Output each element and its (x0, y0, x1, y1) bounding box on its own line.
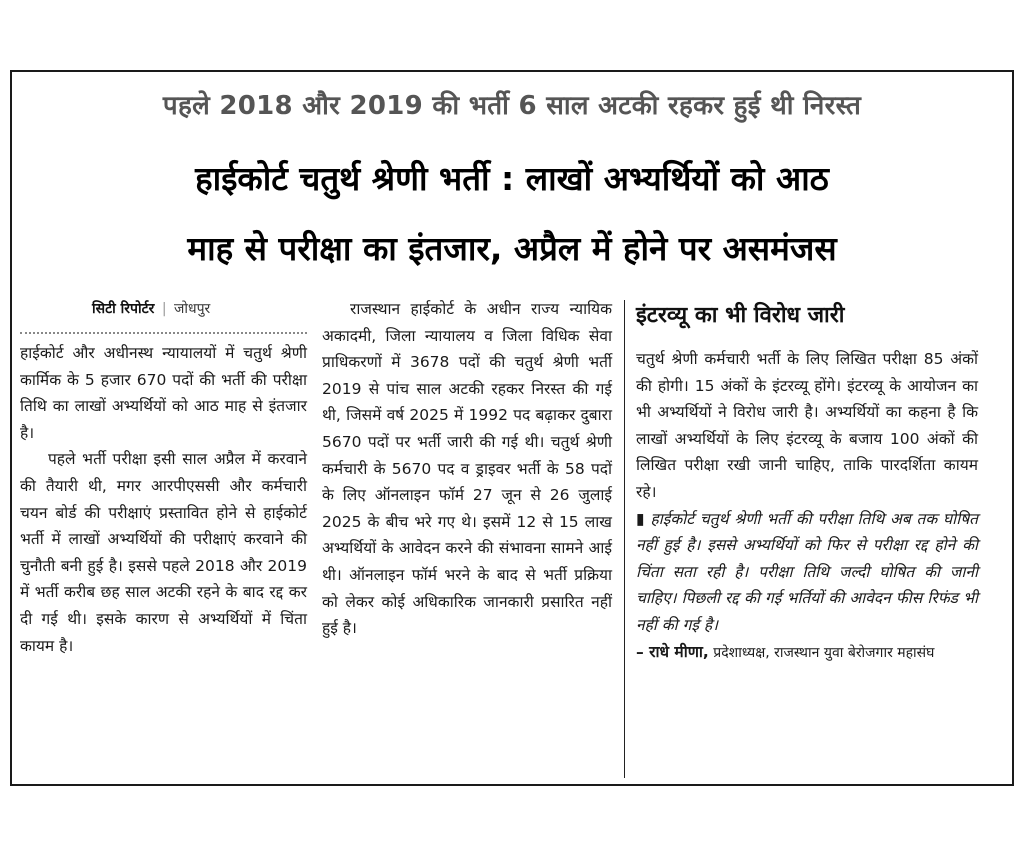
attribution-role: प्रदेशाध्यक्ष, राजस्थान युवा बेरोजगार महासंघ (713, 644, 935, 661)
column-1-paragraph-2: पहले भर्ती परीक्षा इसी साल अप्रैल में करवाने की तैयारी थी, मगर आरपीएससी और कर्मचारी चयन बोर्ड की परीक्षाएं प्रस्तावित होने से हाईकोर्ट भर्ती में लाखों अभ्यर्थियों की परीक्षाएं करवाने की चुनौती बनी हुई है। इससे पहले 2018 और 2019 में भर्ती करीब छह साल अटकी रहने के बाद रद्द कर दी गई थी। इसके कारण से अभ्यर्थियों में चिंता कायम है। (20, 450, 307, 655)
byline-city: जोधपुर (173, 301, 211, 317)
attribution-name: – राधे मीणा, (636, 642, 709, 661)
article-column-2 (322, 296, 612, 642)
quote-marker-icon: ▮ (636, 509, 645, 528)
byline (20, 296, 307, 334)
quote-text: हाईकोर्ट चतुर्थ श्रेणी भर्ती की परीक्षा तिथि अब तक घोषित नहीं हुई है। इससे अभ्यर्थियों को फिर से परीक्षा रद्द होने की चिंता सता रही है। परीक्षा तिथि जल्दी घोषित की जानी चाहिए। पिछली रद्द की गई भर्तियों की आवेदन फीस रिफंड भी नहीं की गई है। (636, 509, 978, 634)
column-3-body: चतुर्थ श्रेणी कर्मचारी भर्ती के लिए लिखित परीक्षा 85 अंकों की होगी। 15 अंकों के इंटरव्यू होंगे। इंटरव्यू के आयोजन का भी अभ्यर्थियों ने विरोध जारी है। अभ्यर्थियों का कहना है कि लाखों अभ्यर्थियों के लिए इंटरव्यू के बजाय 100 अंकों की लिखित परीक्षा रखी जानी चाहिए, ताकि पारदर्शिता कायम रहे। (636, 350, 978, 501)
column-divider (624, 300, 625, 778)
column-1-paragraph-1: हाईकोर्ट और अधीनस्थ न्यायालयों में चतुर्थ श्रेणी कार्मिक के 5 हजार 670 पदों की भर्ती की परीक्षा तिथि का लाखों अभ्यर्थियों को आठ माह से इंतजार है। (20, 344, 307, 442)
article-column-1 (20, 296, 307, 659)
sidebar-subheading: इंटरव्यू का भी विरोध जारी (636, 303, 845, 328)
quote-attribution (636, 639, 978, 667)
byline-reporter: सिटी रिपोर्टर (92, 301, 155, 317)
kicker-subheadline: पहले 2018 और 2019 की भर्ती 6 साल अटकी रहकर हुई थी निरस्त (162, 91, 862, 121)
news-clipping (10, 70, 1014, 786)
byline-separator: | (161, 301, 167, 317)
article-column-3 (636, 296, 978, 666)
column-2-paragraph-1: राजस्थान हाईकोर्ट के अधीन राज्य न्यायिक अकादमी, जिला न्यायालय व जिला विधिक सेवा प्राधिकरणों में 3678 पदों की चतुर्थ श्रेणी भर्ती 2019 से पांच साल अटकी रहकर निरस्त की गई थी, जिसमें वर्ष 2025 में 1992 पद बढ़ाकर दुबारा 5670 पदों पर भर्ती जारी की गई थी। चतुर्थ श्रेणी कर्मचारी के 5670 पद व ड्राइवर भर्ती के 58 पदों के लिए ऑनलाइन फॉर्म 27 जून से 26 जुलाई 2025 के बीच भरे गए थे। इसमें 12 से 15 लाख अभ्यर्थियों के आवेदन करने की संभावना सामने आई थी। ऑनलाइन फॉर्म भरने के बाद से भर्ती प्रक्रिया को लेकर कोई अधिकारिक जानकारी प्रसारित नहीं हुई है। (322, 300, 612, 638)
main-headline (18, 144, 1006, 284)
headline-line-1: हाईकोर्ट चतुर्थ श्रेणी भर्ती : लाखों अभ्यर्थियों को आठ (195, 159, 829, 198)
headline-line-2: माह से परीक्षा का इंतजार, अप्रैल में होने पर असमंजस (187, 229, 837, 268)
pull-quote (636, 506, 978, 639)
